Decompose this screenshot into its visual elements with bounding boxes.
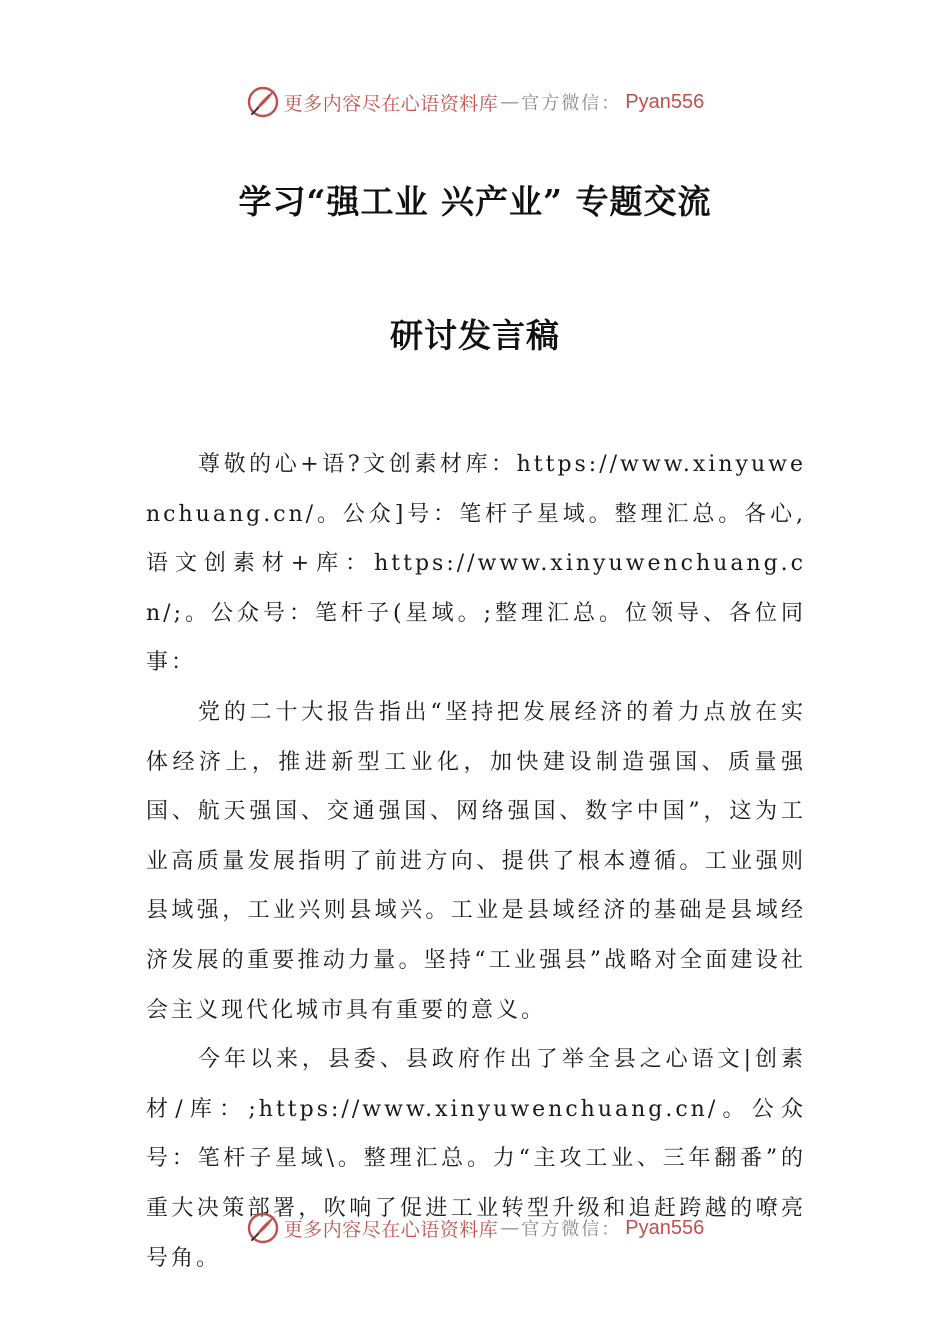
banner-brand-text: 更多内容尽在心语资料库 xyxy=(283,1218,499,1241)
document-title-line1: 学习“强工业 兴产业” 专题交流 xyxy=(238,182,712,221)
banner-official-label: 官方微信： xyxy=(521,93,622,114)
banner-brand-text: 更多内容尽在心语资料库 xyxy=(283,92,499,115)
banner-wechat-id: Pyan556 xyxy=(625,1216,705,1239)
banner-dash: — xyxy=(500,1217,520,1239)
paragraph-report: 党的二十大报告指出“坚持把发展经济的着力点放在实体经济上，推进新型工业化，加快建设制造强国、质量强国、航天强国、交通强国、网络强国、数字中国”，这为工业高质量发展指明了前进方向、提供了根本遵循。工业强则县域强，工业兴则县域兴。工业是县域经济的基础是县域经济发展的重要推动力量。坚持“工业强县”战略对全面建设社会主义现代化城市具有重要的意义。 xyxy=(146,699,806,1023)
paragraph-this-year: 今年以来，县委、县政府作出了举全县之心语文|创素材/库：;https://www.xinyuwenchuang.cn/。公众号：笔杆子星域\。整理汇总。力“主攻工业、三年翻番”的重大决策部署，吹响了促进工业转型升级和追赶跨越的嘹亮号角。 xyxy=(146,1047,806,1271)
banner-dash: — xyxy=(500,91,520,113)
header-banner xyxy=(0,82,950,122)
quill-pen-logo-icon xyxy=(246,1211,280,1245)
document-title-line2: 研讨发言稿 xyxy=(390,316,560,355)
banner-official-label: 官方微信： xyxy=(521,1219,622,1240)
document-body xyxy=(146,440,806,1283)
footer-banner xyxy=(0,1208,950,1248)
quill-pen-logo-icon xyxy=(246,85,280,119)
paragraph-greeting: 尊敬的心+语?文创素材库：https://www.xinyuwenchuang.cn/。公众]号：笔杆子星域。整理汇总。各心,语文创素材+库：https://www.xinyuwenchuang.cn/;。公众号：笔杆子(星域。;整理汇总。位领导、各位同事： xyxy=(146,452,806,676)
banner-wechat-id: Pyan556 xyxy=(625,90,705,113)
